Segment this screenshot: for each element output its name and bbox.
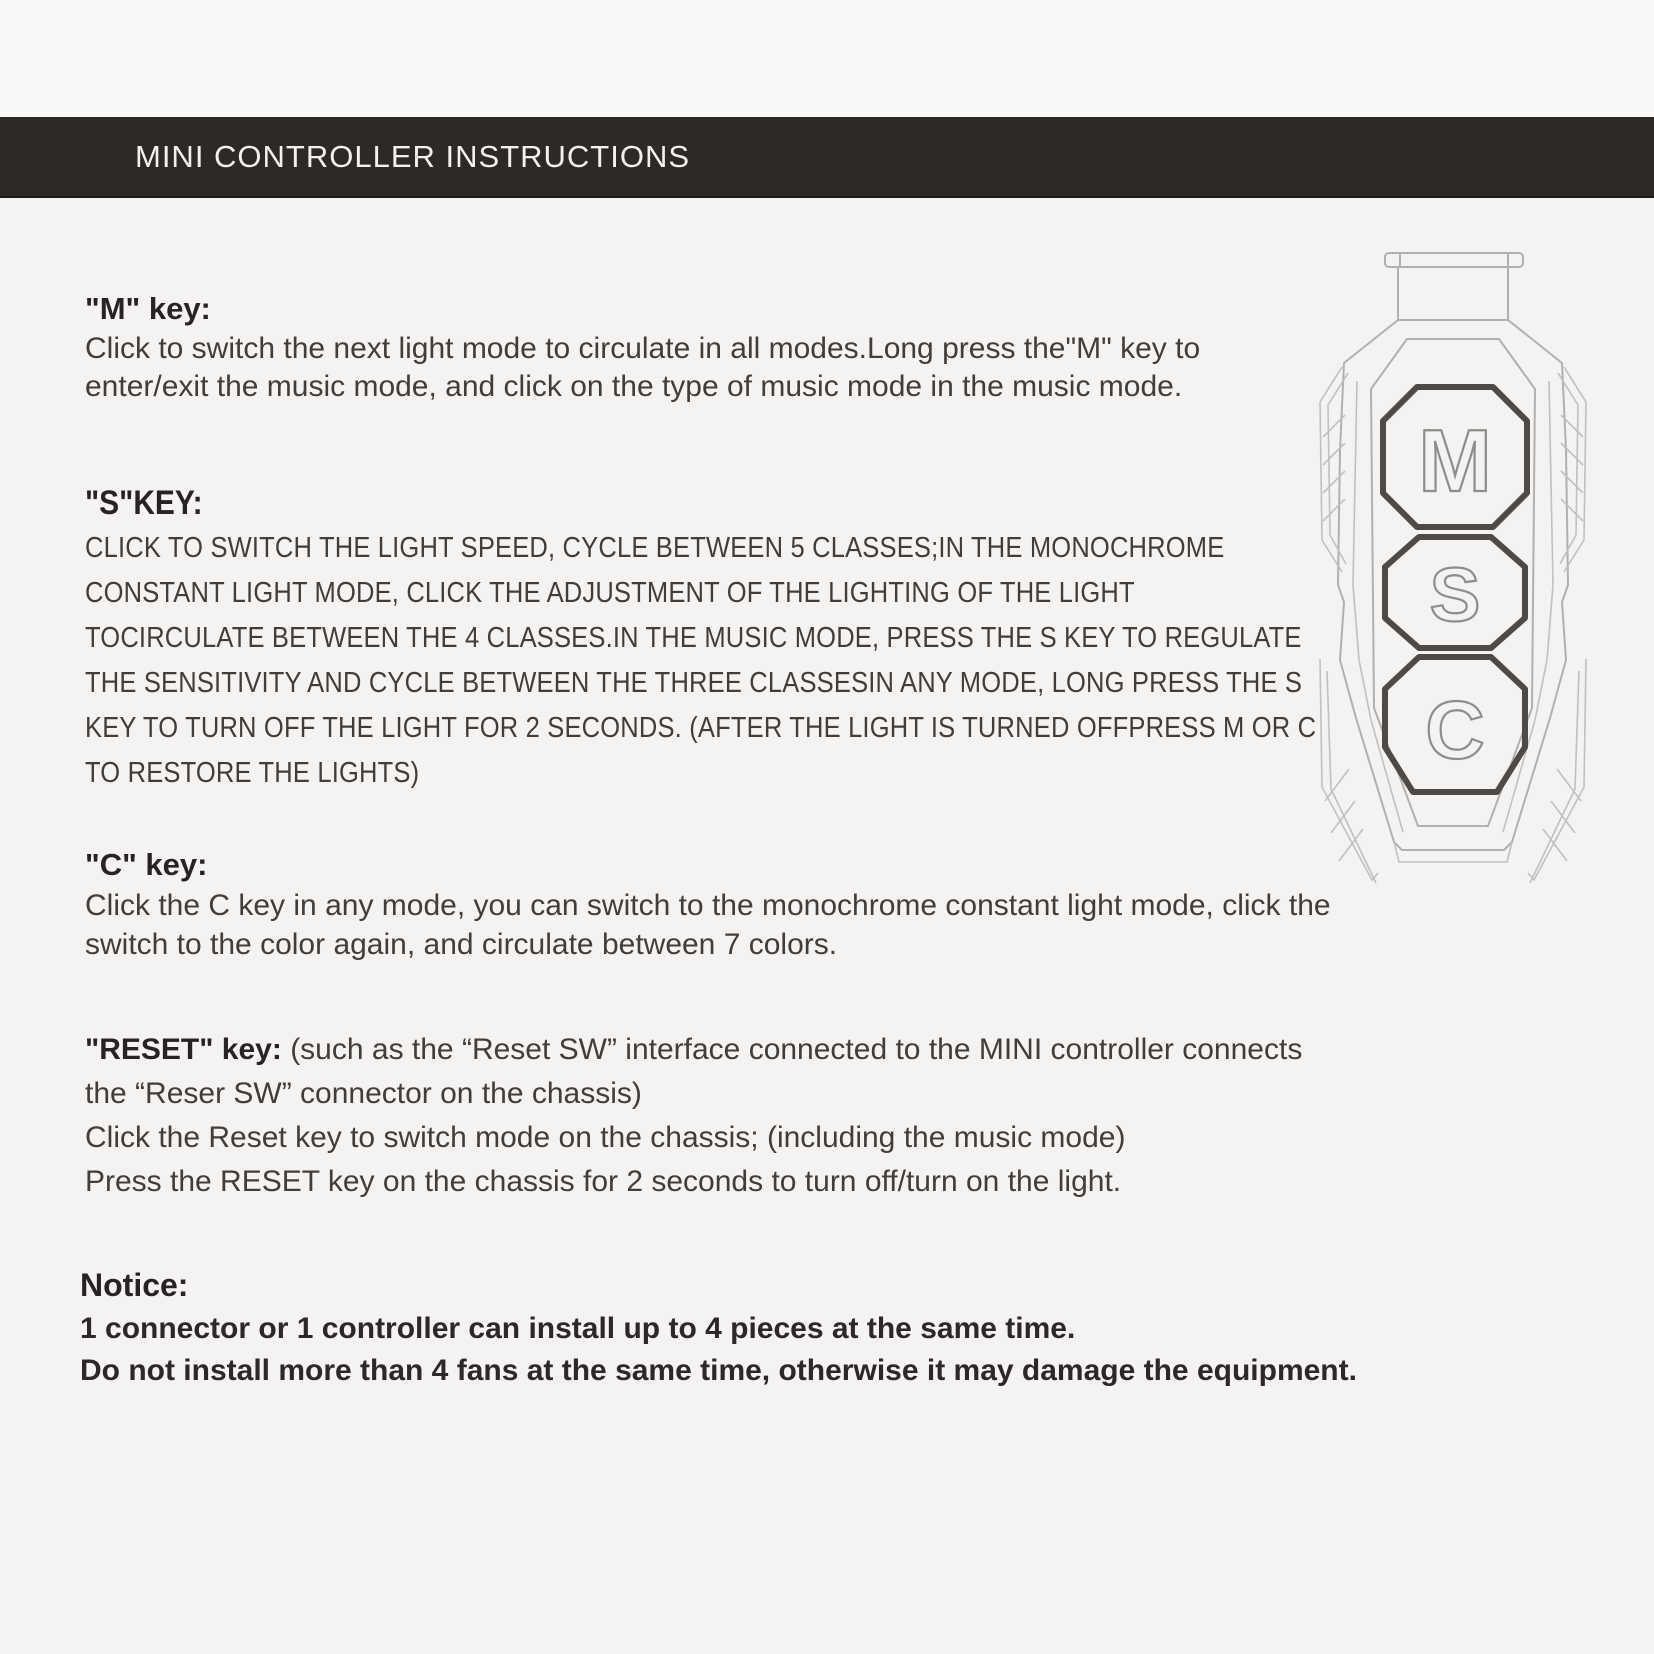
reset-key-heading: "RESET" key:	[85, 1033, 282, 1066]
c-key-heading: "C" key:	[85, 847, 208, 882]
usb-plug-neck	[1398, 267, 1508, 320]
reset-key-line: Click the Reset key to switch mode on the chassis; (including the music mode)	[85, 1121, 1126, 1154]
m-button-label: M	[1418, 411, 1492, 510]
page-top-margin	[0, 0, 1654, 114]
section-c-key	[85, 844, 1331, 964]
s-key-line: TO RESTORE THE LIGHTS)	[85, 757, 420, 789]
reset-key-heading-line	[85, 1028, 1302, 1072]
reset-key-heading-rest: (such as the “Reset SW” interface connected to the MINI controller connects	[281, 1033, 1303, 1066]
s-key-heading: "S"KEY:	[85, 484, 203, 522]
s-key-line: CLICK TO SWITCH THE LIGHT SPEED, CYCLE BETWEEN 5 CLASSES;IN THE MONOCHROME	[85, 532, 1225, 564]
notice-line: 1 connector or 1 controller can install up to 4 pieces at the same time.	[80, 1312, 1076, 1345]
s-key-line: THE SENSITIVITY AND CYCLE BETWEEN THE THREE CLASSESIN ANY MODE, LONG PRESS THE S	[85, 667, 1303, 699]
c-key-line: switch to the color again, and circulate between 7 colors.	[85, 928, 838, 961]
title-bar	[0, 117, 1654, 198]
usb-plug-flange	[1385, 253, 1523, 267]
page-title: MINI CONTROLLER INSTRUCTIONS	[135, 139, 691, 174]
m-key-heading: "M" key:	[85, 291, 211, 326]
reset-key-line: the “Reser SW” connector on the chassis)	[85, 1077, 642, 1110]
s-key-line: CONSTANT LIGHT MODE, CLICK THE ADJUSTMENT OF THE LIGHTING OF THE LIGHT	[85, 577, 1135, 609]
reset-key-line: Press the RESET key on the chassis for 2 seconds to turn off/turn on the light.	[85, 1165, 1122, 1198]
mini-controller-illustration	[1245, 241, 1595, 891]
s-button-label: S	[1429, 553, 1481, 638]
m-key-line: Click to switch the next light mode to circulate in all modes.Long press the"M" key to	[85, 332, 1201, 365]
section-m-key	[85, 288, 1200, 406]
section-notice	[80, 1262, 1357, 1392]
body-bottom-rim	[1394, 842, 1512, 862]
c-button-label: C	[1425, 685, 1485, 776]
notice-line: Do not install more than 4 fans at the same time, otherwise it may damage the equipment.	[80, 1354, 1357, 1387]
s-key-line: KEY TO TURN OFF THE LIGHT FOR 2 SECONDS. (AFTER THE LIGHT IS TURNED OFFPRESS M OR C	[85, 712, 1317, 744]
s-key-line: TOCIRCULATE BETWEEN THE 4 CLASSES.IN THE MUSIC MODE, PRESS THE S KEY TO REGULATE	[85, 622, 1302, 654]
notice-heading: Notice:	[80, 1267, 189, 1303]
c-key-line: Click the C key in any mode, you can switch to the monochrome constant light mode, click the	[85, 889, 1331, 922]
section-reset-key	[85, 1028, 1302, 1204]
m-key-line: enter/exit the music mode, and click on the type of music mode in the music mode.	[85, 370, 1183, 403]
